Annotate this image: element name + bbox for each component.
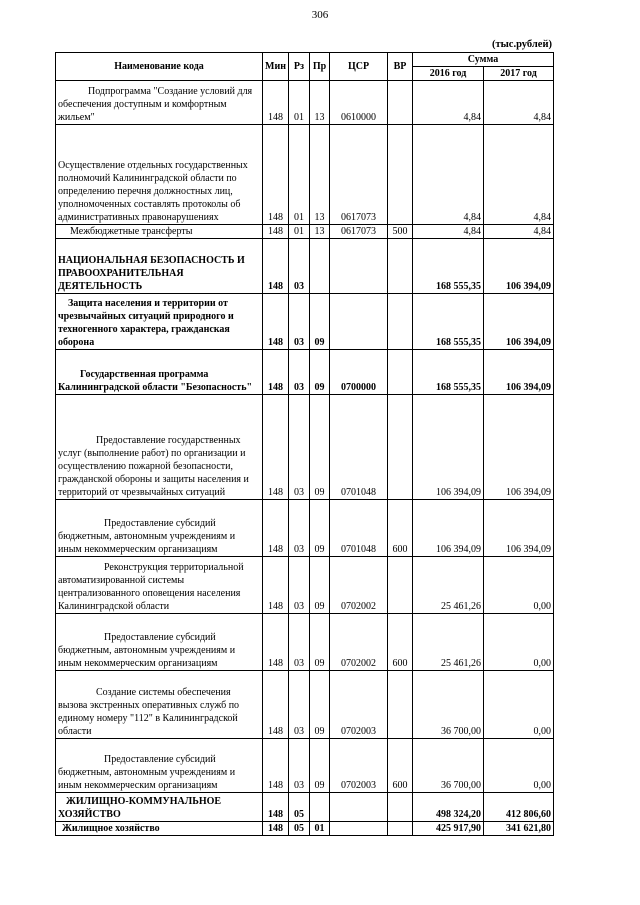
row-name: ЖИЛИЩНО-КОММУНАЛЬНОЕ ХОЗЯЙСТВО — [56, 793, 263, 822]
row-vr — [388, 125, 413, 225]
row-min: 148 — [263, 395, 289, 500]
header-2016: 2016 год — [413, 67, 484, 81]
header-sum: Сумма — [413, 53, 554, 67]
row-min: 148 — [263, 294, 289, 350]
row-sum-2016: 36 700,00 — [413, 671, 484, 739]
row-vr — [388, 350, 413, 395]
row-sum-2017: 106 394,09 — [484, 395, 554, 500]
row-vr — [388, 395, 413, 500]
row-name: Жилищное хозяйство — [56, 822, 263, 836]
row-name: Защита населения и территории от чрезвычайных ситуаций природного и техногенного характера, гражданская оборона — [56, 294, 263, 350]
row-name: Государственная программа Калининградской области "Безопасность" — [56, 350, 263, 395]
row-pr: 13 — [310, 125, 330, 225]
row-rz: 01 — [289, 81, 310, 125]
header-min: Мин — [263, 53, 289, 81]
row-pr: 09 — [310, 614, 330, 671]
row-vr — [388, 671, 413, 739]
row-name: Реконструкция территориальной автоматизированной системы централизованного оповещения населения Калининградской области — [56, 557, 263, 614]
row-sum-2017: 412 806,60 — [484, 793, 554, 822]
row-sum-2017: 4,84 — [484, 81, 554, 125]
table-row — [56, 350, 554, 395]
row-sum-2016: 4,84 — [413, 81, 484, 125]
row-pr: 13 — [310, 81, 330, 125]
row-sum-2017: 106 394,09 — [484, 239, 554, 294]
table-row — [56, 557, 554, 614]
row-min: 148 — [263, 350, 289, 395]
row-csr: 0610000 — [330, 81, 388, 125]
row-min: 148 — [263, 614, 289, 671]
row-sum-2017: 0,00 — [484, 739, 554, 793]
row-sum-2017: 341 621,80 — [484, 822, 554, 836]
header-2017: 2017 год — [484, 67, 554, 81]
row-name: Межбюджетные трансферты — [56, 225, 263, 239]
row-rz: 03 — [289, 739, 310, 793]
header-name: Наименование кода — [56, 53, 263, 81]
row-pr: 09 — [310, 350, 330, 395]
row-min: 148 — [263, 822, 289, 836]
row-sum-2016: 168 555,35 — [413, 294, 484, 350]
row-name: Создание системы обеспечения вызова экстренных оперативных служб по единому номеру "112" в Калининградской области — [56, 671, 263, 739]
row-name: Предоставление субсидий бюджетным, автономным учреждениям и иным некоммерческим организациям — [56, 500, 263, 557]
row-pr: 09 — [310, 671, 330, 739]
row-pr: 13 — [310, 225, 330, 239]
row-sum-2016: 4,84 — [413, 125, 484, 225]
row-pr — [310, 793, 330, 822]
budget-table — [55, 52, 554, 836]
row-csr: 0702002 — [330, 614, 388, 671]
row-sum-2016: 106 394,09 — [413, 500, 484, 557]
row-pr: 09 — [310, 395, 330, 500]
row-pr: 09 — [310, 294, 330, 350]
row-sum-2017: 0,00 — [484, 671, 554, 739]
row-rz: 01 — [289, 125, 310, 225]
row-sum-2017: 4,84 — [484, 225, 554, 239]
table-row — [56, 793, 554, 822]
row-vr — [388, 239, 413, 294]
row-name: Предоставление субсидий бюджетным, автономным учреждениям и иным некоммерческим организациям — [56, 614, 263, 671]
row-csr — [330, 822, 388, 836]
row-pr: 09 — [310, 500, 330, 557]
page-number: 306 — [311, 9, 329, 21]
row-vr — [388, 822, 413, 836]
row-csr: 0701048 — [330, 500, 388, 557]
row-sum-2016: 425 917,90 — [413, 822, 484, 836]
row-sum-2017: 106 394,09 — [484, 500, 554, 557]
row-rz: 03 — [289, 557, 310, 614]
row-csr: 0617073 — [330, 125, 388, 225]
row-sum-2016: 106 394,09 — [413, 395, 484, 500]
row-name: Осуществление отдельных государственных полномочий Калининградской области по определению перечня должностных лиц, уполномоченных составлять протоколы об административных правонарушениях — [56, 125, 263, 225]
row-vr — [388, 793, 413, 822]
row-sum-2017: 0,00 — [484, 614, 554, 671]
row-sum-2016: 25 461,26 — [413, 614, 484, 671]
row-csr: 0702003 — [330, 739, 388, 793]
row-sum-2016: 25 461,26 — [413, 557, 484, 614]
row-vr — [388, 557, 413, 614]
row-vr: 500 — [388, 225, 413, 239]
row-min: 148 — [263, 500, 289, 557]
row-sum-2017: 4,84 — [484, 125, 554, 225]
row-csr — [330, 239, 388, 294]
table-row — [56, 125, 554, 225]
row-csr — [330, 793, 388, 822]
row-pr: 09 — [310, 557, 330, 614]
row-vr — [388, 81, 413, 125]
row-rz: 03 — [289, 239, 310, 294]
header-rz: Рз — [289, 53, 310, 81]
row-rz: 05 — [289, 793, 310, 822]
row-csr: 0700000 — [330, 350, 388, 395]
row-sum-2016: 168 555,35 — [413, 239, 484, 294]
header-csr: ЦСР — [330, 53, 388, 81]
row-min: 148 — [263, 239, 289, 294]
row-rz: 03 — [289, 671, 310, 739]
table-row — [56, 294, 554, 350]
row-name: НАЦИОНАЛЬНАЯ БЕЗОПАСНОСТЬ И ПРАВООХРАНИТЕЛЬНАЯ ДЕЯТЕЛЬНОСТЬ — [56, 239, 263, 294]
row-name: Предоставление субсидий бюджетным, автономным учреждениям и иным некоммерческим организациям — [56, 739, 263, 793]
table-row — [56, 739, 554, 793]
row-sum-2017: 106 394,09 — [484, 350, 554, 395]
header-pr: Пр — [310, 53, 330, 81]
row-min: 148 — [263, 81, 289, 125]
row-min: 148 — [263, 125, 289, 225]
row-csr: 0701048 — [330, 395, 388, 500]
row-vr: 600 — [388, 500, 413, 557]
row-csr: 0702002 — [330, 557, 388, 614]
row-sum-2017: 0,00 — [484, 557, 554, 614]
row-rz: 03 — [289, 294, 310, 350]
table-row — [56, 395, 554, 500]
row-rz: 03 — [289, 614, 310, 671]
table-row — [56, 500, 554, 557]
table-row — [56, 822, 554, 836]
row-rz: 03 — [289, 395, 310, 500]
row-pr: 01 — [310, 822, 330, 836]
row-min: 148 — [263, 225, 289, 239]
row-rz: 01 — [289, 225, 310, 239]
row-sum-2016: 498 324,20 — [413, 793, 484, 822]
table-row — [56, 225, 554, 239]
row-csr: 0702003 — [330, 671, 388, 739]
row-sum-2017: 106 394,09 — [484, 294, 554, 350]
row-min: 148 — [263, 739, 289, 793]
row-pr — [310, 239, 330, 294]
row-csr: 0617073 — [330, 225, 388, 239]
header-vr: ВР — [388, 53, 413, 81]
row-min: 148 — [263, 671, 289, 739]
row-vr: 600 — [388, 614, 413, 671]
row-name: Подпрограмма "Создание условий для обеспечения доступным и комфортным жильем" — [56, 81, 263, 125]
table-row — [56, 239, 554, 294]
row-rz: 03 — [289, 350, 310, 395]
row-rz: 05 — [289, 822, 310, 836]
row-rz: 03 — [289, 500, 310, 557]
row-csr — [330, 294, 388, 350]
row-sum-2016: 36 700,00 — [413, 739, 484, 793]
row-name: Предоставление государственных услуг (выполнение работ) по организации и осуществлению пожарной безопасности, гражданской обороны и защиты населения и территорий от чрезвычайных ситуаций — [56, 395, 263, 500]
row-min: 148 — [263, 793, 289, 822]
table-row — [56, 81, 554, 125]
table-row — [56, 671, 554, 739]
row-min: 148 — [263, 557, 289, 614]
row-vr — [388, 294, 413, 350]
row-vr: 600 — [388, 739, 413, 793]
row-pr: 09 — [310, 739, 330, 793]
row-sum-2016: 4,84 — [413, 225, 484, 239]
row-sum-2016: 168 555,35 — [413, 350, 484, 395]
units-label: (тыс.рублей) — [491, 39, 552, 50]
table-row — [56, 614, 554, 671]
